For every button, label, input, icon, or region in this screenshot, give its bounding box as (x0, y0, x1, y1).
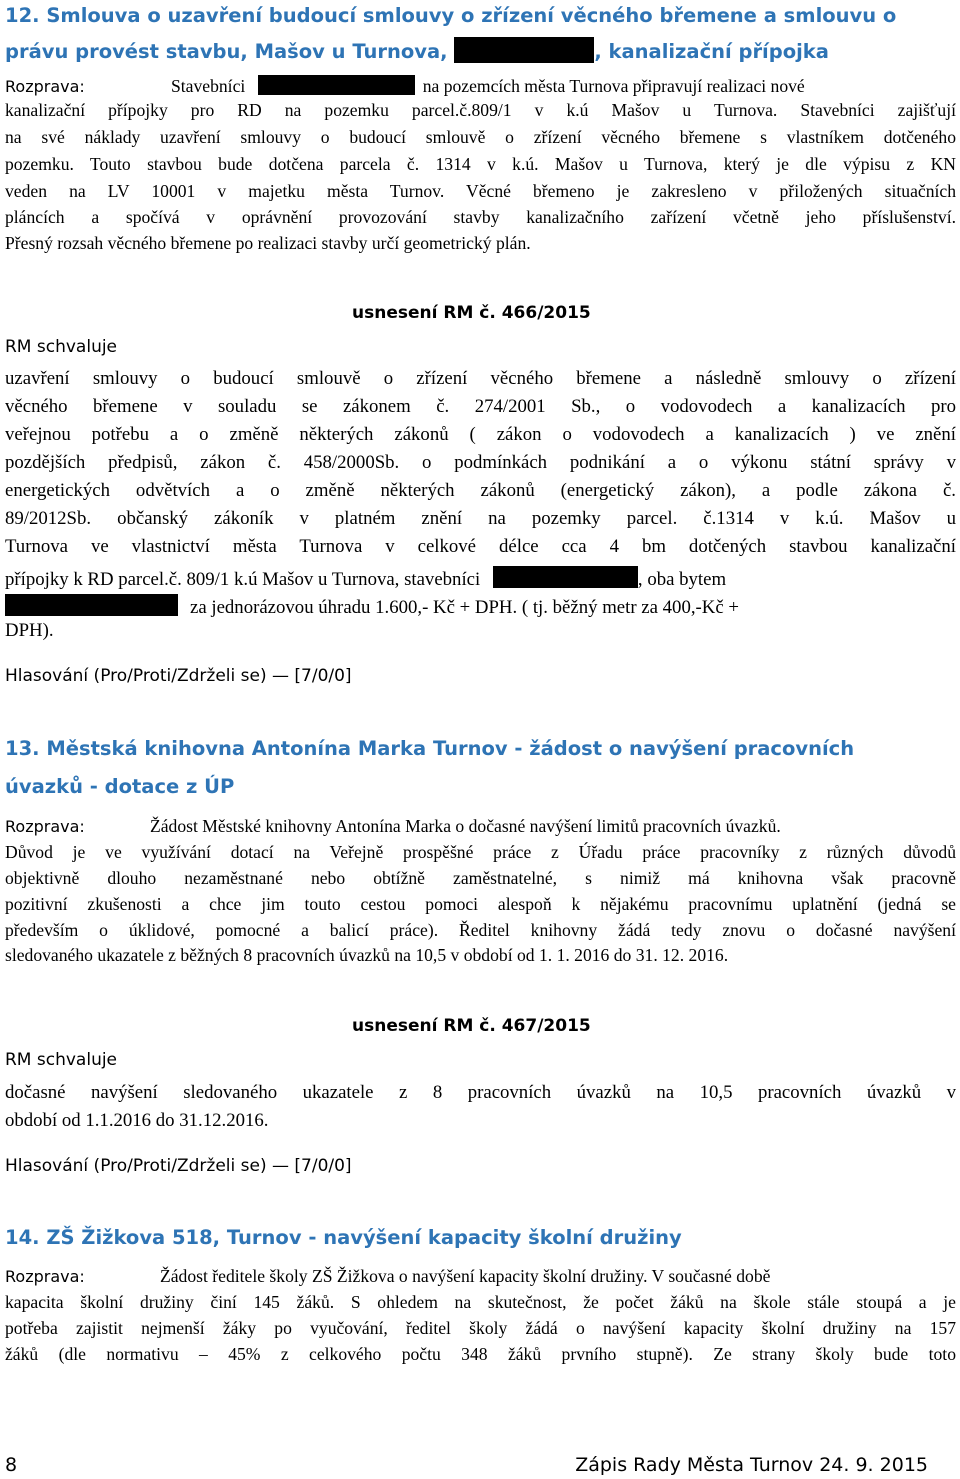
item14-title: 14. ZŠ Žižkova 518, Turnov - navýšení kapacity školní družiny (5, 1226, 682, 1249)
item13-rozprava-line4: pozitivní zkušenosti a chce jim touto cestou pomoci alespoň k nějakému pracovnímu uplatnění (jedná se (5, 894, 956, 914)
voting-result: Hlasování (Pro/Proti/Zdrželi se) — [7/0/0] (5, 666, 352, 686)
item13-rozprava-line3: objektivně dlouho nezaměstnané nebo obtížně zaměstnatelné, s nimiž má knihovna však pracovně (5, 868, 956, 888)
item13-title-line1: 13. Městská knihovna Antonína Marka Turnov - žádost o navýšení pracovních (5, 737, 855, 760)
text-fragment: Žádost Městské knihovny Antonína Marka o dočasné navýšení limitů pracovních úvazků. (150, 816, 781, 836)
resolution-number: usnesení RM č. 467/2015 (352, 1016, 591, 1036)
page-number: 8 (5, 1454, 18, 1476)
item12-resolution-line3: veřejnou potřebu a o změně některých zákonů ( zákon o vodovodech a kanalizacích ) ve znění (5, 424, 956, 445)
item13-rozprava-line5: především o úklidové, pomocné a balicí práce). Ředitel knihovny žádá tedy znovu o dočasné navýšení (5, 920, 956, 940)
rozprava-label: Rozprava: (5, 1267, 85, 1286)
item13-rozprava-line1 (5, 818, 956, 836)
item12-title-line2 (5, 37, 829, 63)
item12-rozprava-line5: veden na LV 10001 v majetku města Turnov. Věcné břemeno je zakresleno v přiložených situačních (5, 181, 956, 201)
item14-rozprava-line4: žáků (dle normativu – 45% z celkového počtu 348 žáků prvního stupně). Ze strany školy bude toto (5, 1344, 956, 1364)
rozprava-label: Rozprava: (5, 817, 85, 836)
item12-title-part-a: právu provést stavbu, Mašov u Turnova, (5, 40, 448, 63)
item12-resolution-line1: uzavření smlouvy o budoucí smlouvě o zřízení věcného břemene a následně smlouvy o zřízení (5, 368, 956, 389)
item12-resolution-line2: věcného břemene v souladu se zákonem č. 274/2001 Sb., o vodovodech a kanalizacích pro (5, 396, 956, 417)
item12-title-part-b: , kanalizační přípojka (594, 40, 829, 63)
redaction-box (258, 75, 415, 95)
resolution-number: usnesení RM č. 466/2015 (352, 303, 591, 323)
redaction-box (454, 37, 594, 63)
text-fragment: za jednorázovou úhradu 1.600,- Kč + DPH. ( tj. běžný metr za 400,-Kč + (190, 597, 739, 618)
item12-rozprava-line7: Přesný rozsah věcného břemene po realizaci stavby určí geometrický plán. (5, 233, 531, 253)
item12-rozprava-line6: pláncích a spočívá v oprávnění provozování stavby kanalizačního zařízení včetně jeho příslušenství. (5, 207, 956, 227)
item12-rozprava-line4: pozemku. Touto stavbou bude dotčena parcela č. 1314 v k.ú. Mašov u Turnova, který je dle výpisu z KN (5, 154, 956, 174)
item12-resolution-line9 (5, 594, 956, 618)
text-fragment: na pozemcích města Turnova připravují realizaci nové (422, 76, 805, 96)
item13-resolution-line1: dočasné navýšení sledovaného ukazatele z 8 pracovních úvazků na 10,5 pracovních úvazků v (5, 1082, 956, 1103)
item12-title-line1: 12. Smlouva o uzavření budoucí smlouvy o zřízení věcného břemene a smlouvu o (5, 4, 897, 27)
item12-rozprava-line1 (5, 75, 956, 96)
text-fragment: Stavebníci (171, 76, 246, 96)
item12-resolution-line10: DPH). (5, 620, 54, 641)
item14-rozprava-line1 (5, 1268, 956, 1286)
text-fragment: , oba bytem (637, 569, 727, 590)
item12-resolution-line5: energetických odvětvích a o změně některých zákonů (energetický zákon), a podle zákona č. (5, 480, 956, 501)
redaction-box (493, 566, 638, 588)
text-fragment: Žádost ředitele školy ZŠ Žižkova o navýšení kapacity školní družiny. V současné době (160, 1266, 771, 1286)
item12-resolution-line7: Turnova ve vlastnictví města Turnova v celkové délce cca 4 bm dotčených stavbou kanalizační (5, 536, 956, 557)
item12-rozprava-line2: kanalizační přípojky pro RD na pozemku parcel.č.809/1 v k.ú Mašov u Turnova. Stavebníci zajišťují (5, 100, 956, 120)
item13-rozprava-line2: Důvod je ve využívání dotací na Veřejně prospěšné práce z Úřadu práce pracovníky z různých důvodů (5, 842, 956, 862)
item12-resolution-line8 (5, 566, 956, 590)
document-title: Zápis Rady Města Turnov 24. 9. 2015 (575, 1454, 928, 1476)
rm-approves: RM schvaluje (5, 1050, 118, 1070)
item14-rozprava-line3: potřeba zajistit nejmenší žáky po vyučování, ředitel školy žádá o navýšení kapacity školní družiny na 157 (5, 1318, 956, 1338)
rozprava-label: Rozprava: (5, 77, 85, 96)
rm-approves: RM schvaluje (5, 337, 118, 357)
item12-rozprava-line3: na své náklady uzavření smlouvy o budoucí smlouvě o zřízení věcného břemene s vlastníkem dotčeného (5, 127, 956, 147)
voting-result: Hlasování (Pro/Proti/Zdrželi se) — [7/0/0] (5, 1156, 352, 1176)
item14-rozprava-line2: kapacita školní družiny činí 145 žáků. S ohledem na skutečnost, že počet žáků na škole stále stoupá a je (5, 1292, 956, 1312)
text-fragment: přípojky k RD parcel.č. 809/1 k.ú Mašov u Turnova, stavebníci (5, 569, 481, 590)
item13-resolution-line2: období od 1.1.2016 do 31.12.2016. (5, 1110, 269, 1131)
item13-title-line2: úvazků - dotace z ÚP (5, 775, 235, 798)
item12-resolution-line4: pozdějších předpisů, zákon č. 458/2000Sb. o podmínkách podnikání a o výkonu státní správy v (5, 452, 956, 473)
item12-resolution-line6: 89/2012Sb. občanský zákoník v platném znění na pozemky parcel. č.1314 v k.ú. Mašov u (5, 508, 956, 529)
redaction-box (5, 594, 178, 616)
item13-rozprava-line6: sledovaného ukazatele z běžných 8 pracovních úvazků na 10,5 v období od 1. 1. 2016 do 31. 12. 2016. (5, 945, 729, 965)
